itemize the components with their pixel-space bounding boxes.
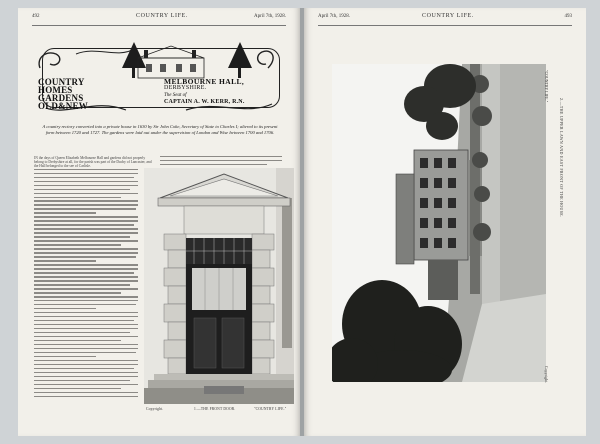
body-text-line <box>34 224 134 225</box>
body-text-line <box>34 284 130 285</box>
masthead-house-illustration <box>132 44 210 80</box>
body-text-line <box>34 197 121 198</box>
article-intro: A country rectory converted into a private house in 1630 by Sir John Coke, Secretary of State to Charles I; altered to its present form between 1720 and 1727. The gardens were laid out under the supervision of London and Wise between 1700 and 1706. <box>42 124 278 135</box>
body-text-line <box>34 384 138 385</box>
body-text-line <box>34 244 121 245</box>
right-running-title: COUNTRY LIFE. <box>422 13 474 19</box>
left-running-head <box>32 14 286 24</box>
right-photo-credit: Copyright. <box>544 366 548 384</box>
front-door-photo <box>144 168 294 404</box>
body-text-line <box>34 181 138 182</box>
owner-name: CAPTAIN A. W. KERR, R.N. <box>164 99 245 105</box>
magazine-spread <box>18 8 586 436</box>
body-text-line <box>34 344 138 345</box>
house-name: MELBOURNE HALL, <box>164 77 245 86</box>
body-text-line <box>34 260 96 261</box>
body-text-line <box>34 296 138 297</box>
logo-line-2: HOMES <box>38 85 73 95</box>
article-body-lines <box>34 169 138 398</box>
left-page-date: April 7th, 1928. <box>254 14 286 19</box>
article-opening-text: IN the days of Queen Elizabeth Melbourne Hall and gardens did not properly belong to Derbyshire at all, for the parish was part of the Duchy of Lancaster, and the Hall belonged to the see of Carlisle. <box>34 156 152 169</box>
body-text-line <box>34 268 138 269</box>
body-text-line <box>160 164 267 165</box>
body-text-line <box>34 360 138 361</box>
left-running-title: COUNTRY LIFE. <box>136 13 188 19</box>
body-text-line <box>160 156 282 157</box>
article-column-1 <box>34 156 152 400</box>
left-photo-source: "COUNTRY LIFE." <box>254 407 287 411</box>
logo-line-1: COUNTRY <box>38 77 85 87</box>
body-text-line <box>34 236 130 237</box>
body-text-line <box>34 193 138 194</box>
left-page <box>18 8 300 436</box>
body-text-line <box>34 352 136 353</box>
body-text-line <box>34 388 121 389</box>
body-text-line <box>34 232 138 233</box>
body-text-line <box>34 280 138 281</box>
body-text-line <box>34 204 138 205</box>
body-text-line <box>34 308 96 309</box>
body-text-line <box>34 348 138 349</box>
seat-of-label: The Seat of <box>164 93 187 98</box>
right-photo-vertical-caption <box>556 98 568 358</box>
body-text-line <box>34 272 134 273</box>
right-head-rule <box>318 25 572 26</box>
body-text-line <box>34 300 138 301</box>
article-body-lines-2 <box>160 156 282 165</box>
body-text-line <box>34 276 138 277</box>
body-text-line <box>34 169 138 170</box>
body-text-line <box>34 316 138 317</box>
body-text-line <box>34 240 138 241</box>
article-column-2 <box>160 156 282 168</box>
body-text-line <box>34 252 138 253</box>
left-head-rule <box>32 25 286 26</box>
left-page-number: 492 <box>32 14 40 19</box>
logo-line-4: OLD&NEW <box>38 101 88 111</box>
body-text-line <box>34 248 138 249</box>
body-text-line <box>34 220 138 221</box>
body-text-line <box>34 288 138 289</box>
body-text-line <box>34 208 136 209</box>
body-text-line <box>34 304 136 305</box>
body-text-line <box>34 228 138 229</box>
body-text-line <box>34 177 134 178</box>
right-page-date: April 7th, 1928. <box>318 14 350 19</box>
body-text-line <box>34 320 134 321</box>
body-text-line <box>34 256 136 257</box>
body-text-line <box>34 368 134 369</box>
body-text-line <box>34 396 138 397</box>
body-text-line <box>34 392 138 393</box>
body-text-line <box>34 189 130 190</box>
body-text-line <box>34 212 96 213</box>
body-text-line <box>34 356 96 357</box>
right-page <box>304 8 586 436</box>
body-text-line <box>34 264 138 265</box>
body-text-line <box>34 185 138 186</box>
body-text-line <box>34 372 138 373</box>
left-photo-caption: 1.—THE FRONT DOOR. <box>194 407 236 411</box>
article-heading <box>164 78 294 106</box>
body-text-line <box>34 328 138 329</box>
body-text-line <box>34 380 130 381</box>
body-text-line <box>34 324 138 325</box>
body-text-line <box>160 160 282 161</box>
body-text-line <box>34 332 130 333</box>
logo-line-3: GARDENS <box>38 93 84 103</box>
masthead-tree-right <box>228 42 252 68</box>
body-text-line <box>34 312 138 313</box>
body-text-line <box>34 216 138 217</box>
body-text-line <box>34 173 138 174</box>
left-photo-credit: Copyright. <box>146 407 164 411</box>
right-photo-source: "COUNTRY LIFE." <box>544 70 548 103</box>
body-text-line <box>34 340 121 341</box>
right-page-number: 493 <box>564 14 572 19</box>
body-text-line <box>34 364 138 365</box>
upper-lawn-illustration <box>332 64 546 382</box>
body-text-line <box>34 292 121 293</box>
upper-lawn-photo <box>332 64 546 382</box>
front-door-illustration <box>144 168 294 404</box>
body-text-line <box>34 200 138 201</box>
body-text-line <box>34 376 138 377</box>
county: DERBYSHIRE. <box>164 85 207 91</box>
country-homes-masthead <box>36 38 278 120</box>
right-running-head <box>318 14 572 24</box>
masthead-logo-text <box>38 78 128 110</box>
body-text-line <box>34 336 138 337</box>
right-photo-caption: 2.—THE UPPER LAWN AND EAST FRONT OF THE HOUSE. <box>559 98 564 218</box>
